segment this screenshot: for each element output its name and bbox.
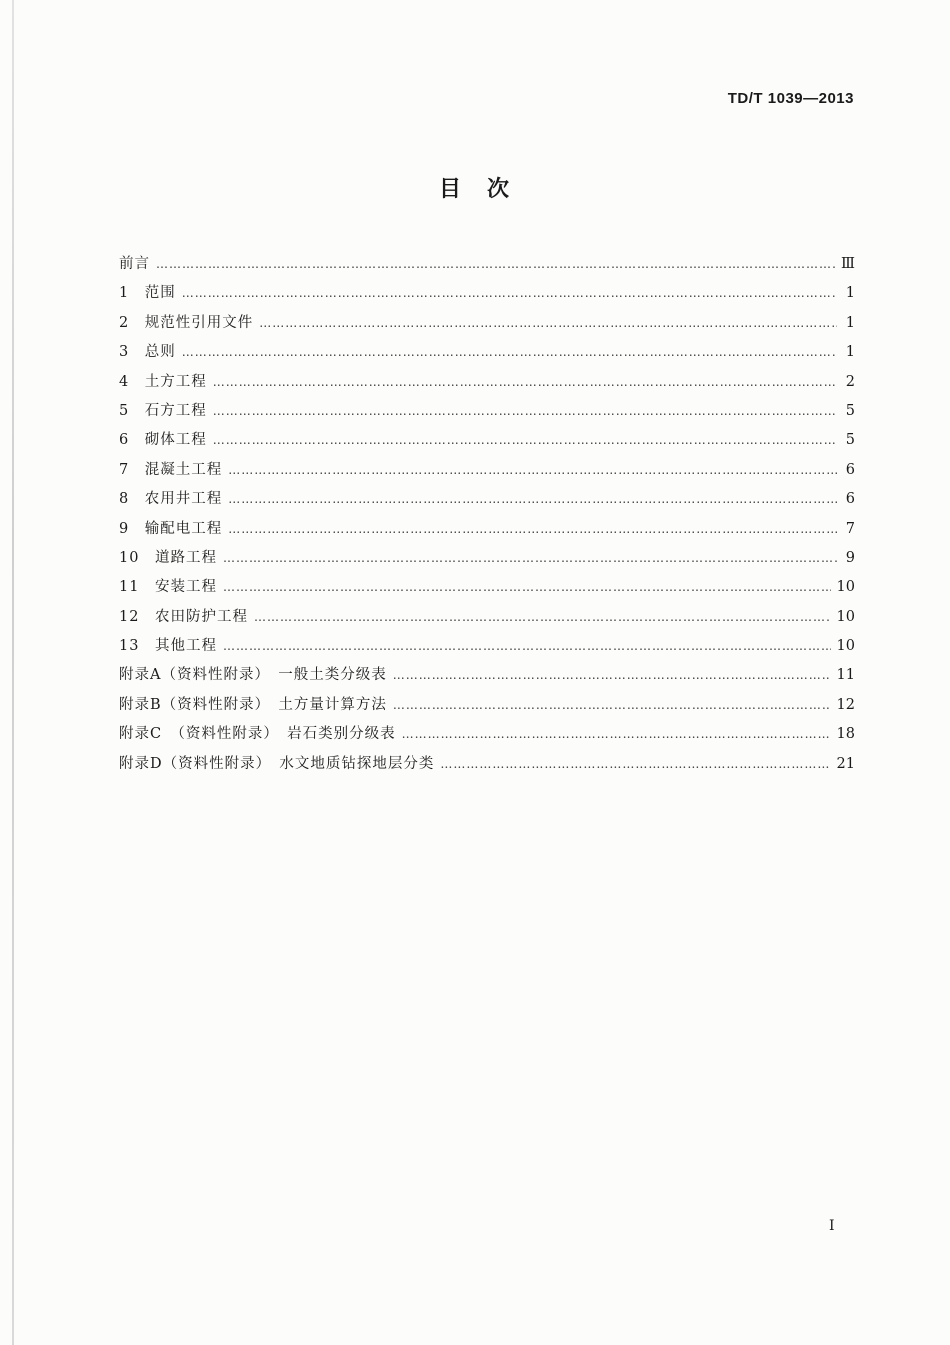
toc-leader: [223, 544, 837, 573]
toc-entry-page: Ⅲ: [841, 256, 855, 272]
toc-entry-page: 5: [845, 402, 855, 419]
toc-leader: [259, 309, 837, 338]
toc-leader: [228, 456, 837, 485]
toc-entry-page: 6: [845, 461, 855, 478]
toc-entry[interactable]: [119, 397, 855, 426]
toc-entry-page: 12: [836, 696, 855, 713]
toc-entry-page: 1: [845, 285, 855, 302]
toc-entry-label: 8 农用井工程: [119, 491, 223, 508]
toc-entry-page: 11: [836, 667, 855, 684]
toc-entry-label: 12 农田防护工程: [119, 608, 248, 625]
toc-entry[interactable]: [119, 338, 855, 367]
toc-entry-page: 9: [845, 549, 855, 566]
toc-entry-label: 附录A（资料性附录） 一般土类分级表: [119, 667, 387, 684]
toc-entry-page: 5: [845, 432, 855, 449]
toc-entry-label: 3 总则: [119, 344, 176, 361]
toc-entry[interactable]: [119, 279, 855, 308]
toc-entry[interactable]: [119, 515, 855, 544]
toc-entry-label: 2 规范性引用文件: [119, 314, 254, 331]
toc-entry-page: 18: [836, 726, 855, 743]
toc-leader: [393, 661, 831, 690]
toc-leader: [223, 573, 831, 602]
toc-entry[interactable]: [119, 456, 855, 485]
toc-entry-page: 21: [836, 755, 855, 772]
toc-entry-page: 1: [845, 344, 855, 361]
toc-entry-page: 10: [836, 638, 855, 655]
toc-entry-label: 9 输配电工程: [119, 520, 223, 537]
toc-entry-label: 5 石方工程: [119, 402, 207, 419]
page-number: I: [829, 1218, 835, 1234]
toc-leader: [393, 691, 831, 720]
toc-entry[interactable]: [119, 661, 855, 690]
toc-leader: [228, 515, 837, 544]
toc-entry[interactable]: [119, 485, 855, 514]
toc-entry[interactable]: [119, 603, 855, 632]
toc-entry-label: 10 道路工程: [119, 549, 217, 566]
toc-entry-label: 13 其他工程: [119, 638, 217, 655]
toc-entry[interactable]: [119, 691, 855, 720]
toc-entry[interactable]: [119, 250, 855, 279]
toc-entry[interactable]: [119, 309, 855, 338]
toc-entry-label: 6 砌体工程: [119, 432, 207, 449]
toc-entry-page: 1: [845, 314, 855, 331]
toc-leader: [440, 750, 830, 779]
toc-leader: [254, 603, 831, 632]
toc-entry-page: 10: [836, 608, 855, 625]
toc-leader: [223, 632, 831, 661]
toc-entry-label: 4 土方工程: [119, 373, 207, 390]
toc-leader: [228, 485, 837, 514]
toc-entry-page: 2: [845, 373, 855, 390]
table-of-contents: [119, 250, 855, 779]
toc-entry[interactable]: [119, 573, 855, 602]
toc-entry[interactable]: [119, 368, 855, 397]
toc-leader: [213, 397, 837, 426]
toc-entry-label: 7 混凝土工程: [119, 461, 223, 478]
toc-entry-label: 附录D（资料性附录） 水文地质钻探地层分类: [119, 755, 435, 772]
toc-entry[interactable]: [119, 426, 855, 455]
toc-entry-label: 前言: [119, 256, 150, 272]
toc-leader: [182, 279, 837, 308]
toc-entry[interactable]: [119, 720, 855, 749]
toc-entry[interactable]: [119, 544, 855, 573]
toc-leader: [182, 338, 837, 367]
toc-entry-label: 1 范围: [119, 285, 176, 302]
toc-entry[interactable]: [119, 750, 855, 779]
toc-entry[interactable]: [119, 632, 855, 661]
toc-entry-page: 7: [845, 520, 855, 537]
page-title: 目 次: [438, 177, 511, 202]
toc-entry-label: 附录B（资料性附录） 土方量计算方法: [119, 696, 387, 713]
toc-entry-page: 10: [836, 579, 855, 596]
toc-leader: [213, 368, 837, 397]
toc-entry-label: 11 安装工程: [119, 579, 217, 596]
toc-leader: [156, 250, 835, 279]
toc-leader: [213, 426, 837, 455]
toc-leader: [402, 720, 831, 749]
document-code: TD/T 1039—2013: [727, 90, 854, 107]
toc-entry-label: 附录C （资料性附录） 岩石类别分级表: [119, 726, 396, 743]
toc-entry-page: 6: [845, 491, 855, 508]
